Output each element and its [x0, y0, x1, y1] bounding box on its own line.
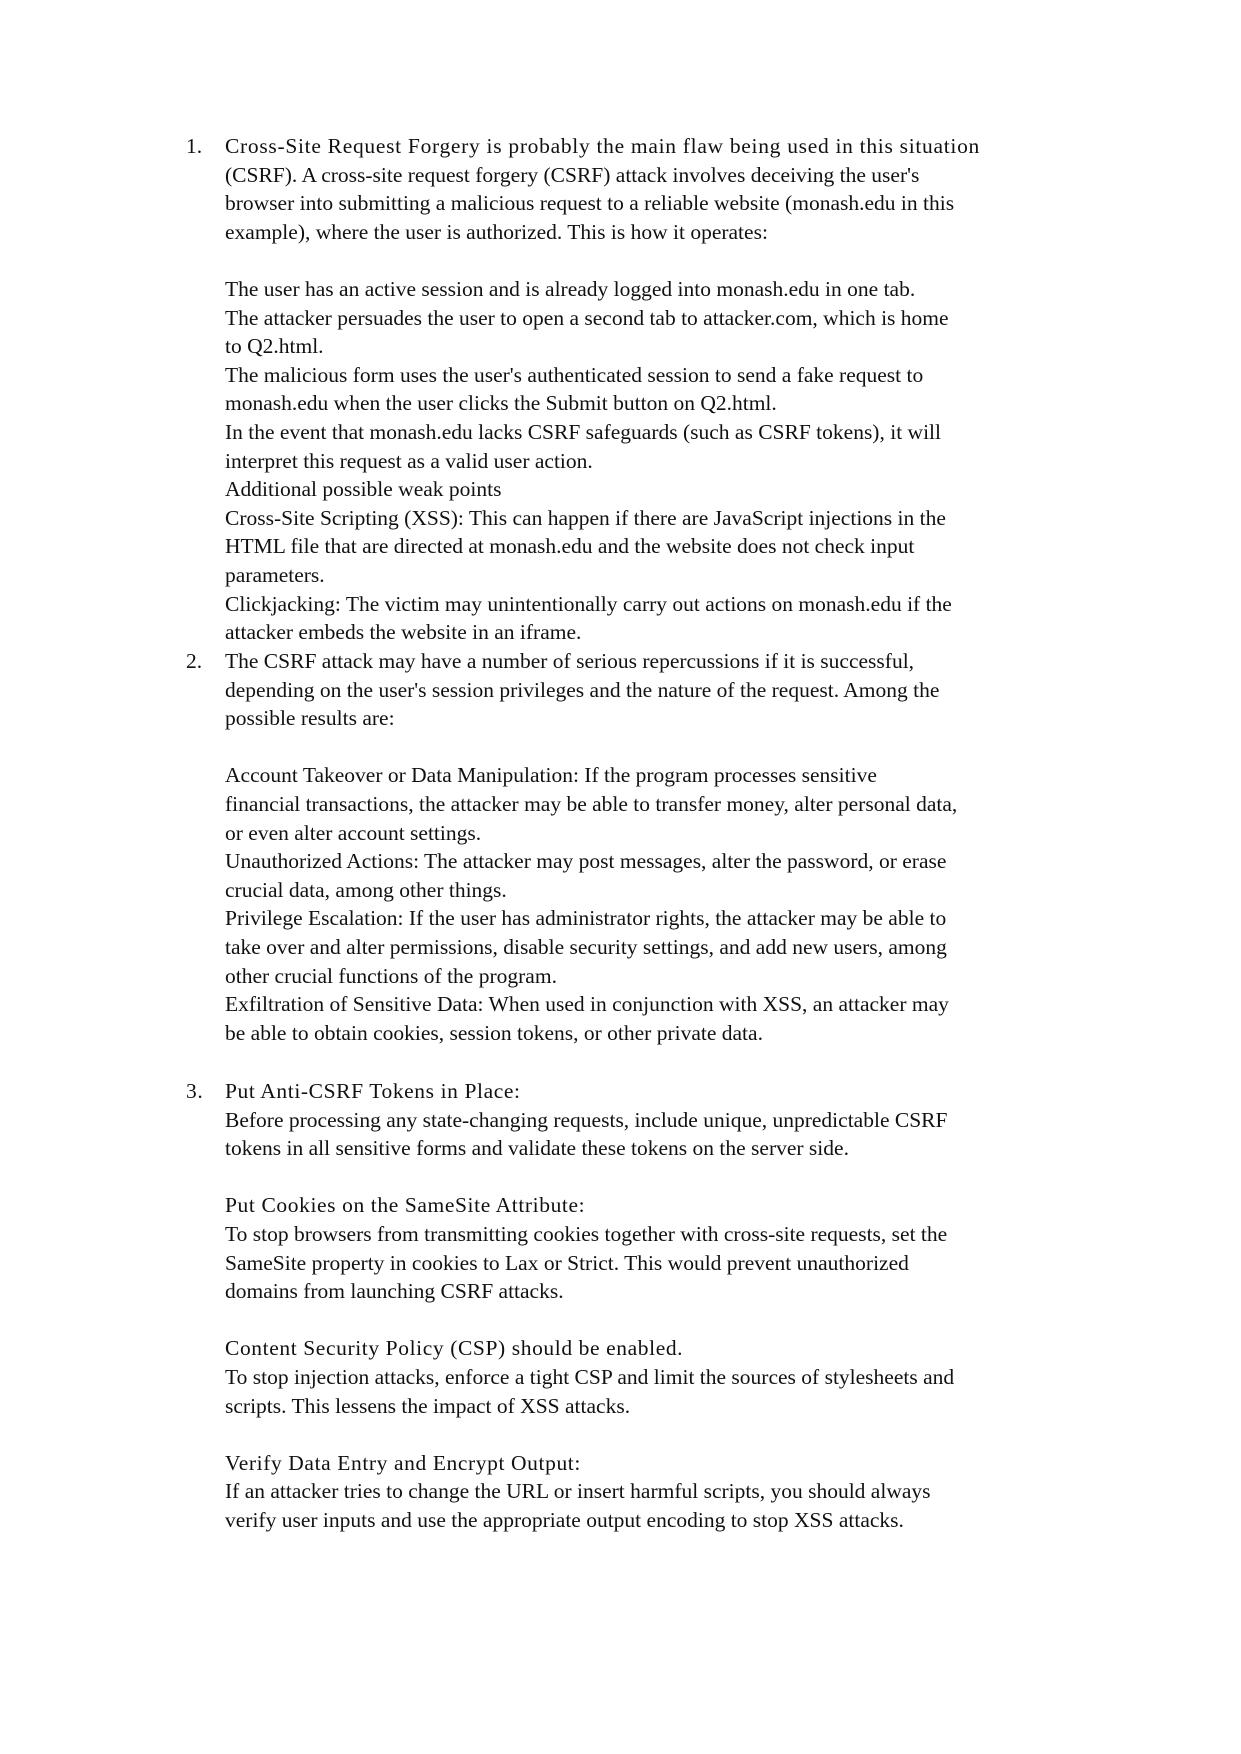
text-line: or even alter account settings. [225, 820, 482, 845]
text-line: Account Takeover or Data Manipulation: If the program processes sensitive [225, 763, 877, 788]
text-line: Cross-Site Scripting (XSS): This can happen if there are JavaScript injections in the [225, 505, 946, 530]
text-line: interpret this request as a valid user action. [225, 448, 593, 473]
item-body [225, 1077, 1085, 1535]
text-line: other crucial functions of the program. [225, 963, 557, 988]
blank-line [225, 1306, 1085, 1335]
blank-line [225, 733, 1085, 762]
text-line: Cross-Site Request Forgery is probably the main flaw being used in this situation [225, 134, 980, 158]
text-line: take over and alter permissions, disable security settings, and add new users, among [225, 934, 947, 959]
item-number: 1. [186, 134, 203, 158]
text-line: (CSRF). A cross-site request forgery (CSRF) attack involves deceiving the user's [225, 162, 920, 187]
text-line: Exfiltration of Sensitive Data: When used in conjunction with XSS, an attacker may [225, 992, 949, 1017]
item-number: 3. [186, 1079, 204, 1103]
text-line: Put Cookies on the SameSite Attribute: [225, 1193, 586, 1218]
blank-line [225, 246, 1085, 275]
text-line: Additional possible weak points [225, 477, 502, 502]
text-line: Clickjacking: The victim may unintentionally carry out actions on monash.edu if the [225, 591, 952, 616]
item-body [225, 132, 1085, 647]
text-line: HTML file that are directed at monash.edu and the website does not check input [225, 534, 915, 559]
text-line: If an attacker tries to change the URL or insert harmful scripts, you should always [225, 1479, 931, 1504]
text-line: browser into submitting a malicious request to a reliable website (monash.edu in this [225, 191, 955, 216]
text-line: Verify Data Entry and Encrypt Output: [225, 1450, 581, 1475]
text-line: crucial data, among other things. [225, 877, 507, 902]
item-body [225, 647, 1085, 1047]
text-line: Privilege Escalation: If the user has administrator rights, the attacker may be able to [225, 906, 947, 931]
text-line: To stop browsers from transmitting cookies together with cross-site requests, set the [225, 1221, 948, 1246]
text-line: Content Security Policy (CSP) should be enabled. [225, 1336, 684, 1361]
text-line: example), where the user is authorized. This is how it operates: [225, 219, 768, 244]
text-line: SameSite property in cookies to Lax or Strict. This would prevent unauthorized [225, 1250, 909, 1275]
text-line: be able to obtain cookies, session tokens, or other private data. [225, 1020, 763, 1045]
text-line: verify user inputs and use the appropriate output encoding to stop XSS attacks. [225, 1507, 904, 1532]
text-line: The CSRF attack may have a number of serious repercussions if it is successful, [225, 649, 915, 673]
text-line: financial transactions, the attacker may be able to transfer money, alter personal data, [225, 791, 958, 816]
item-number: 2. [186, 649, 203, 673]
text-line: scripts. This lessens the impact of XSS attacks. [225, 1393, 631, 1418]
text-line: Unauthorized Actions: The attacker may post messages, alter the password, or erase [225, 849, 947, 874]
text-line: The malicious form uses the user's authenticated session to send a fake request to [225, 362, 924, 387]
text-line: attacker embeds the website in an iframe. [225, 620, 582, 645]
text-line: Put Anti-CSRF Tokens in Place: [225, 1079, 521, 1103]
text-line: parameters. [225, 562, 325, 587]
text-line: possible results are: [225, 706, 395, 731]
text-line: to Q2.html. [225, 334, 324, 359]
text-line: The user has an active session and is already logged into monash.edu in one tab. [225, 276, 916, 301]
text-line: domains from launching CSRF attacks. [225, 1279, 564, 1304]
text-line: Before processing any state-changing requests, include unique, unpredictable CSRF [225, 1107, 948, 1132]
text-line: monash.edu when the user clicks the Submit button on Q2.html. [225, 391, 777, 416]
text-line: depending on the user's session privileges and the nature of the request. Among the [225, 677, 940, 702]
text-line: In the event that monash.edu lacks CSRF safeguards (such as CSRF tokens), it will [225, 419, 941, 444]
blank-line [225, 1163, 1085, 1192]
blank-line [225, 1420, 1085, 1449]
text-line: tokens in all sensitive forms and validate these tokens on the server side. [225, 1136, 849, 1161]
text-line: To stop injection attacks, enforce a tight CSP and limit the sources of stylesheets and [225, 1364, 955, 1389]
text-line: The attacker persuades the user to open a second tab to attacker.com, which is home [225, 305, 949, 330]
